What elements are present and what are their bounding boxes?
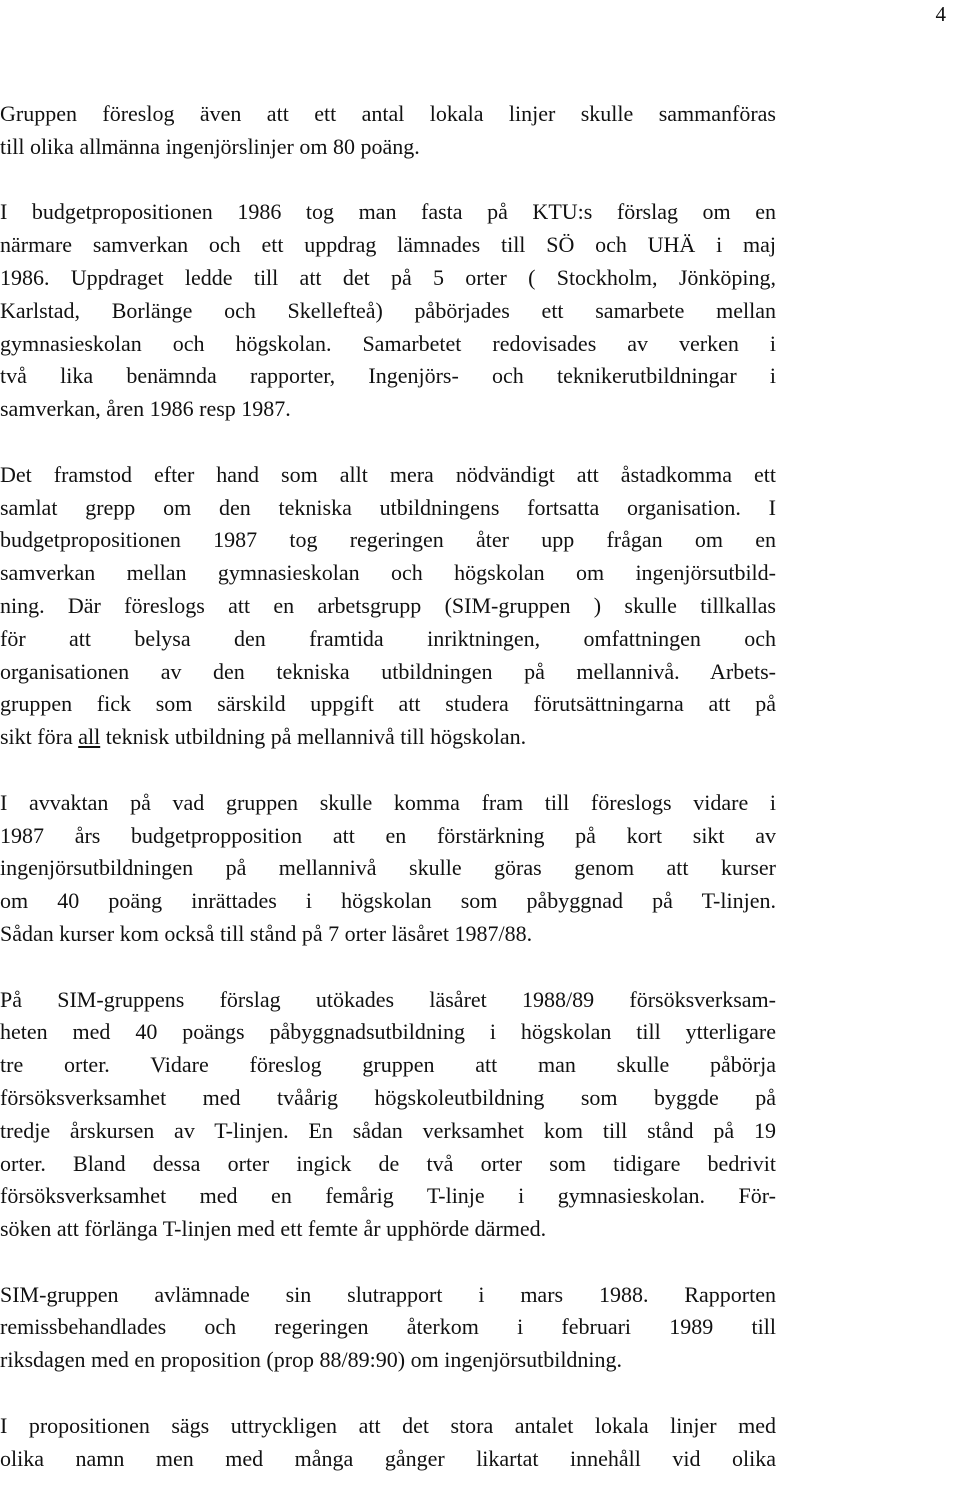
text-line: samverkan, åren 1986 resp 1987. bbox=[0, 396, 291, 422]
text-line: Sådan kurser kom också till stånd på 7 orter läsåret 1987/88. bbox=[0, 920, 533, 946]
text-line: I avvaktan på vad gruppen skulle komma fram till föreslogs vidare i bbox=[0, 789, 776, 815]
paragraph bbox=[0, 196, 776, 426]
text-line: närmare samverkan och ett uppdrag lämnades till SÖ och UHÄ i maj bbox=[0, 232, 776, 258]
paragraph bbox=[0, 1410, 776, 1476]
text-line: 1986. Uppdraget ledde till att det på 5 orter ( Stockholm, Jönköping, bbox=[0, 264, 776, 290]
text-segment: sikt föra bbox=[0, 724, 79, 750]
underlined-word: all bbox=[78, 724, 101, 750]
text-line: heten med 40 poängs påbyggnadsutbildning i högskolan till ytterligare bbox=[0, 1019, 776, 1045]
text-line: SIM-gruppen avlämnade sin slutrapport i mars 1988. Rapporten bbox=[0, 1281, 776, 1307]
paragraph-gap bbox=[0, 164, 776, 197]
text-line: söken att förlänga T-linjen med ett femte år upphörde därmed. bbox=[0, 1216, 547, 1242]
paragraph-gap bbox=[0, 951, 776, 984]
text-line: 1987 års budgetpropposition att en förstärkning på kort sikt av bbox=[0, 822, 776, 848]
text-line: tre orter. Vidare föreslog gruppen att man skulle påbörja bbox=[0, 1052, 776, 1078]
text-line: På SIM-gruppens förslag utökades läsåret 1988/89 försöksverksam- bbox=[0, 986, 776, 1012]
paragraph bbox=[0, 459, 776, 754]
text-line: ning. Där föreslogs att en arbetsgrupp (SIM-gruppen ) skulle tillkallas bbox=[0, 592, 776, 618]
text-line: försöksverksamhet med en femårig T-linje i gymnasieskolan. För- bbox=[0, 1183, 776, 1209]
text-line: till olika allmänna ingenjörslinjer om 80 poäng. bbox=[0, 133, 420, 159]
text-line: I propositionen sägs uttryckligen att det stora antalet lokala linjer med bbox=[0, 1412, 776, 1438]
text-line: orter. Bland dessa orter ingick de två orter som tidigare bedrivit bbox=[0, 1150, 776, 1176]
text-line: organisationen av den tekniska utbildningen på mellannivå. Arbets- bbox=[0, 658, 776, 684]
paragraph bbox=[0, 787, 776, 951]
text-line: Gruppen föreslog även att ett antal lokala linjer skulle sammanföras bbox=[0, 101, 776, 126]
text-line: olika namn men med många gånger likartat innehåll vid olika bbox=[0, 1445, 776, 1471]
text-line bbox=[0, 721, 776, 754]
text-line: försöksverksamhet med tvåårig högskoleutbildning som byggde på bbox=[0, 1084, 776, 1110]
text-line: budgetpropositionen 1987 tog regeringen åter upp frågan om en bbox=[0, 527, 776, 553]
document-body bbox=[0, 98, 776, 1475]
text-line: två lika benämnda rapporter, Ingenjörs- och teknikerutbildningar i bbox=[0, 363, 776, 389]
paragraph bbox=[0, 98, 776, 164]
text-line: gruppen fick som särskild uppgift att studera förutsättningarna att på bbox=[0, 691, 776, 717]
text-line: samlat grepp om den tekniska utbildningens fortsatta organisation. I bbox=[0, 494, 776, 520]
text-line: tredje årskursen av T-linjen. En sådan verksamhet kom till stånd på 19 bbox=[0, 1117, 776, 1143]
text-line: remissbehandlades och regeringen återkom i februari 1989 till bbox=[0, 1314, 776, 1340]
text-line: för att belysa den framtida inriktningen, omfattningen och bbox=[0, 625, 776, 651]
text-line: riksdagen med en proposition (prop 88/89:90) om ingenjörsutbildning. bbox=[0, 1347, 623, 1373]
paragraph-gap bbox=[0, 1377, 776, 1410]
text-line: Det framstod efter hand som allt mera nödvändigt att åstadkomma ett bbox=[0, 461, 776, 487]
page-number: 4 bbox=[935, 2, 946, 26]
text-line: Karlstad, Borlänge och Skellefteå) påbörjades ett samarbete mellan bbox=[0, 297, 776, 323]
paragraph-gap bbox=[0, 1246, 776, 1279]
text-line: samverkan mellan gymnasieskolan och högskolan om ingenjörsutbild- bbox=[0, 560, 776, 586]
text-line: gymnasieskolan och högskolan. Samarbetet redovisades av verken i bbox=[0, 330, 776, 356]
paragraph-gap bbox=[0, 426, 776, 459]
text-line: om 40 poäng inrättades i högskolan som påbyggnad på T-linjen. bbox=[0, 888, 776, 914]
text-segment: teknisk utbildning på mellannivå till högskolan. bbox=[100, 724, 527, 750]
text-line: I budgetpropositionen 1986 tog man fasta på KTU:s förslag om en bbox=[0, 199, 776, 225]
paragraph bbox=[0, 984, 776, 1246]
paragraph-gap bbox=[0, 754, 776, 787]
text-line: ingenjörsutbildningen på mellannivå skulle göras genom att kurser bbox=[0, 855, 776, 881]
paragraph bbox=[0, 1279, 776, 1377]
